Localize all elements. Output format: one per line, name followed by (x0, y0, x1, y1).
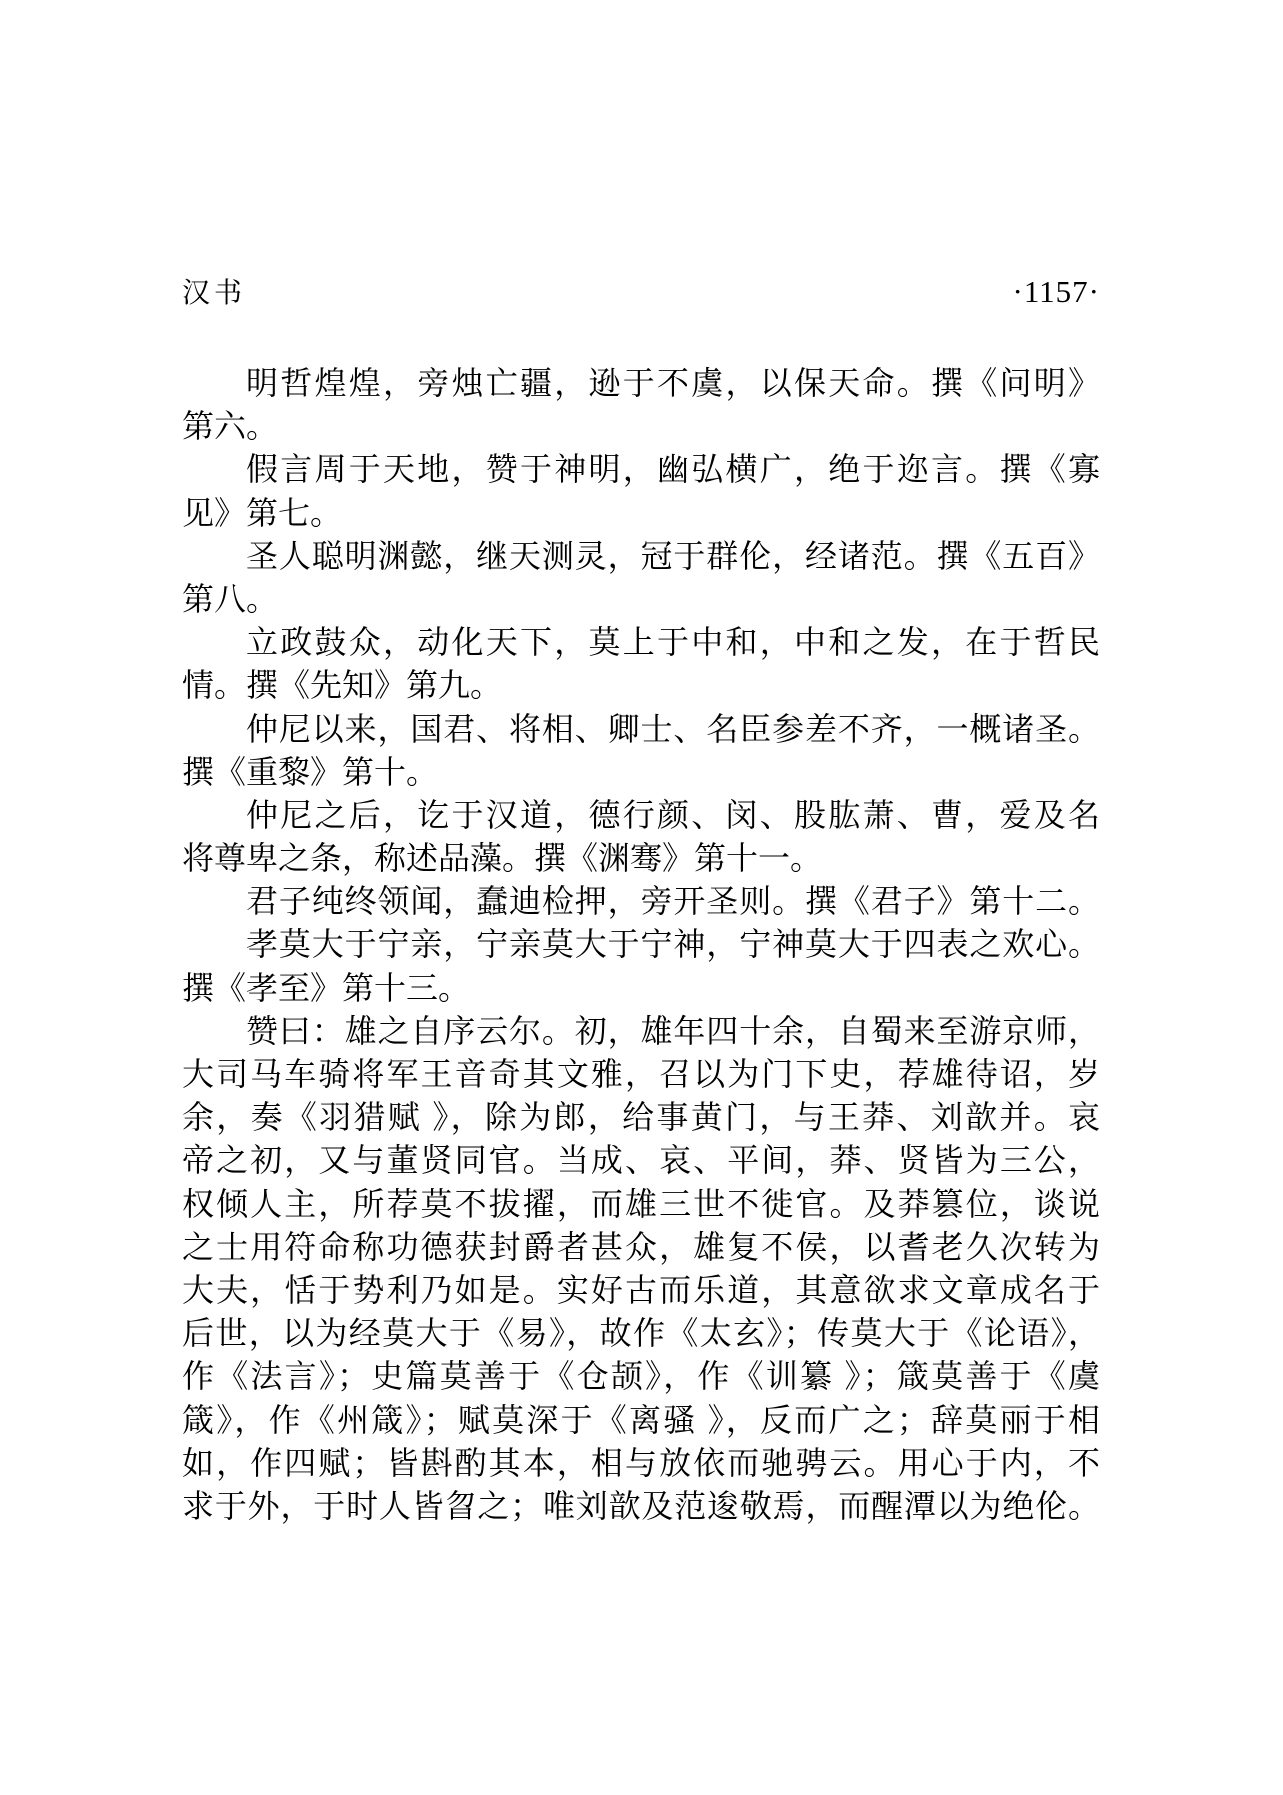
text-line: 大夫，恬于势利乃如是。实好古而乐道，其意欲求文章成名于 (182, 1271, 1100, 1308)
text-line: 赞曰：雄之自序云尔。初，雄年四十余，自蜀来至游京师， (246, 1012, 1100, 1049)
text-line: 权倾人主，所荐莫不拔擢，而雄三世不徙官。及莽篡位，谈说 (182, 1185, 1100, 1222)
book-title: 汉书 (182, 278, 247, 309)
text-line: 情。撰《先知》第九。 (182, 667, 503, 704)
text-line: 第六。 (182, 408, 279, 445)
text-line: 如，作四赋；皆斟酌其本，相与放依而驰骋云。用心于内，不 (182, 1444, 1100, 1481)
text-line: 第八。 (182, 580, 279, 617)
text-line: 后世，以为经莫大于《易》，故作《太玄》；传莫大于《论语》， (182, 1315, 1100, 1352)
text-line: 将尊卑之条，称述品藻。撰《渊骞》第十一。 (182, 840, 823, 877)
text-line: 仲尼以来，国君、将相、卿士、名臣参差不齐，一概诸圣。 (246, 710, 1100, 747)
page-number: ·1157· (1012, 274, 1100, 309)
text-line: 仲尼之后，讫于汉道，德行颜、闵、股肱萧、曹，爱及名 (246, 796, 1100, 833)
text-line: 君子纯终领闻，蠢迪检押，旁开圣则。撰《君子》第十二。 (246, 883, 1100, 920)
text-line: 作《法言》；史篇莫善于《仓颉》，作《训纂 》；箴莫善于《虞 (182, 1358, 1100, 1395)
text-line: 撰《重黎》第十。 (182, 753, 439, 790)
text-line: 立政鼓众，动化天下，莫上于中和，中和之发，在于哲民 (246, 624, 1100, 661)
text-line: 撰《孝至》第十三。 (182, 969, 471, 1006)
text-line: 余，奏《羽猎赋 》，除为郎，给事黄门，与王莽、刘歆并。哀 (182, 1099, 1100, 1136)
text-line: 假言周于天地，赞于神明，幽弘横广，绝于迩言。撰《寡 (246, 451, 1100, 488)
text-line: 圣人聪明渊懿，继天测灵，冠于群伦，经诸范。撰《五百》 (246, 537, 1100, 574)
text-line: 明哲煌煌，旁烛亡疆，逊于不虞，以保天命。撰《问明》 (246, 365, 1100, 401)
text-line: 之士用符命称功德获封爵者甚众，雄复不侯，以耆老久次转为 (182, 1228, 1100, 1265)
text-line: 大司马车骑将军王音奇其文雅，召以为门下史，荐雄待诏，岁 (182, 1056, 1100, 1092)
text-line: 见》第七。 (182, 494, 343, 531)
running-header (182, 271, 1100, 311)
text-line: 孝莫大于宁亲，宁亲莫大于宁神，宁神莫大于四表之欢心。 (246, 926, 1100, 963)
text-line: 箴》，作《州箴》；赋莫深于《离骚 》，反而广之；辞莫丽于相 (182, 1401, 1100, 1438)
body-text-block (182, 362, 1100, 1528)
text-line: 帝之初，又与董贤同官。当成、哀、平间，莽、贤皆为三公， (182, 1142, 1100, 1179)
text-line: 求于外，于时人皆曶之；唯刘歆及范逡敬焉，而醒潭以为绝伦。 (182, 1487, 1100, 1524)
